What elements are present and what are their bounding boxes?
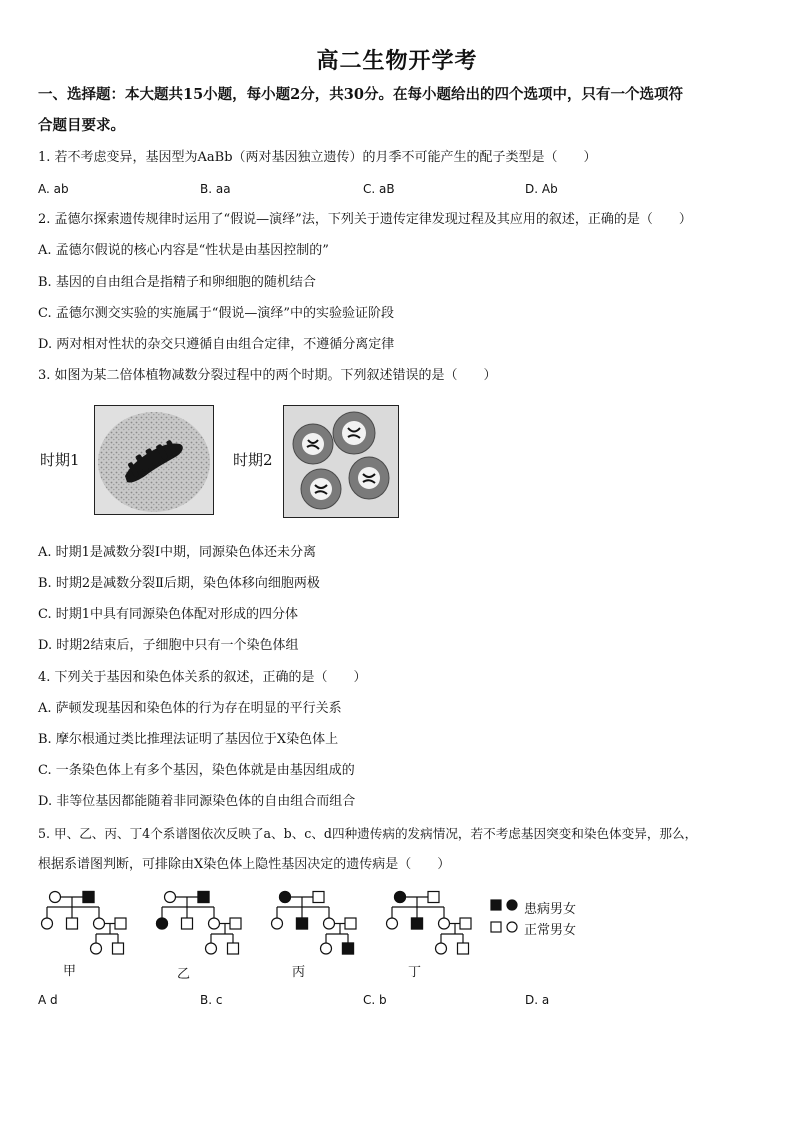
micrograph-period-2	[283, 405, 399, 518]
q2-option-b[interactable]: B. 基因的自由组合是指精子和卵细胞的随机结合	[38, 275, 316, 290]
metaphase-cell-image	[95, 406, 213, 514]
q1-option-b[interactable]: B. aa	[200, 182, 231, 196]
q3-option-c[interactable]: C. 时期1中具有同源染色体配对形成的四分体	[38, 607, 299, 622]
pedigree-charts	[38, 885, 498, 965]
pedigree-label-bing: 丙	[292, 965, 306, 980]
question-5-stem-line1: 5. 甲、乙、丙、丁4个系谱图依次反映了a、b、c、d四种遗传病的发病情况，若不考虑基因突变和染色体变异，那么，	[38, 826, 698, 841]
legend-affected-female-icon	[507, 900, 517, 910]
q1-option-a[interactable]: A. ab	[38, 182, 69, 196]
q1-option-d[interactable]: D. Ab	[525, 182, 558, 196]
legend-normal-text: 正常男女	[524, 923, 577, 938]
q3-option-b[interactable]: B. 时期2是减数分裂Ⅱ后期，染色体移向细胞两极	[38, 576, 320, 591]
q5-option-c[interactable]: C. b	[363, 993, 387, 1007]
question-4-stem: 4. 下列关于基因和染色体关系的叙述，正确的是（ ）	[38, 670, 367, 685]
q4-option-b[interactable]: B. 摩尔根通过类比推理法证明了基因位于X染色体上	[38, 732, 339, 747]
micrograph-period-1	[94, 405, 214, 515]
question-5-stem-line2: 根据系谱图判断，可排除由X染色体上隐性基因决定的遗传病是（ ）	[38, 857, 451, 872]
legend-normal-female-icon	[507, 922, 517, 932]
section-header-line2: 合题目要求。	[38, 117, 125, 134]
question-2-stem: 2. 孟德尔探索遗传规律时运用了“假说—演绎”法，下列关于遗传定律发现过程及其应用的叙述，正确的是（ ）	[38, 212, 692, 227]
q3-option-d[interactable]: D. 时期2结束后，子细胞中只有一个染色体组	[38, 638, 299, 653]
legend-normal-male-icon	[491, 922, 501, 932]
pedigree-label-ding: 丁	[408, 965, 422, 980]
q5-option-b[interactable]: B. c	[200, 993, 223, 1007]
legend-affected-text: 患病男女	[524, 902, 577, 917]
q4-option-c[interactable]: C. 一条染色体上有多个基因，染色体就是由基因组成的	[38, 763, 355, 778]
pedigree-label-yi: 乙	[177, 967, 191, 982]
figure-label-period-2: 时期2	[233, 451, 273, 469]
q2-option-a[interactable]: A. 孟德尔假说的核心内容是“性状是由基因控制的”	[38, 243, 329, 258]
q4-option-d[interactable]: D. 非等位基因都能随着非同源染色体的自由组合而组合	[38, 794, 356, 809]
legend-affected-male-icon	[491, 900, 501, 910]
q2-option-d[interactable]: D. 两对相对性状的杂交只遵循自由组合定律，不遵循分离定律	[38, 337, 395, 352]
page-title: 高二生物开学考	[316, 48, 478, 74]
section-header-line1: 一、选择题：本大题共15小题，每小题2分，共30分。在每小题给出的四个选项中，只有一个选项符	[38, 86, 683, 103]
q5-option-a[interactable]: A d	[38, 993, 58, 1007]
figure-label-period-1: 时期1	[40, 451, 80, 469]
q5-option-d[interactable]: D. a	[525, 993, 550, 1007]
legend-symbols	[490, 898, 522, 938]
pedigree-label-jia: 甲	[63, 964, 77, 979]
question-1-stem: 1. 若不考虑变异，基因型为AaBb（两对基因独立遗传）的月季不可能产生的配子类型是（ ）	[38, 150, 597, 165]
q1-option-c[interactable]: C. aB	[363, 182, 395, 196]
question-3-stem: 3. 如图为某二倍体植物减数分裂过程中的两个时期。下列叙述错误的是（ ）	[38, 368, 497, 383]
q2-option-c[interactable]: C. 孟德尔测交实验的实施属于“假说—演绎”中的实验验证阶段	[38, 306, 395, 321]
tetrad-cells-image	[284, 406, 398, 517]
q3-option-a[interactable]: A. 时期1是减数分裂Ⅰ中期，同源染色体还未分离	[38, 545, 317, 560]
q4-option-a[interactable]: A. 萨顿发现基因和染色体的行为存在明显的平行关系	[38, 701, 342, 716]
